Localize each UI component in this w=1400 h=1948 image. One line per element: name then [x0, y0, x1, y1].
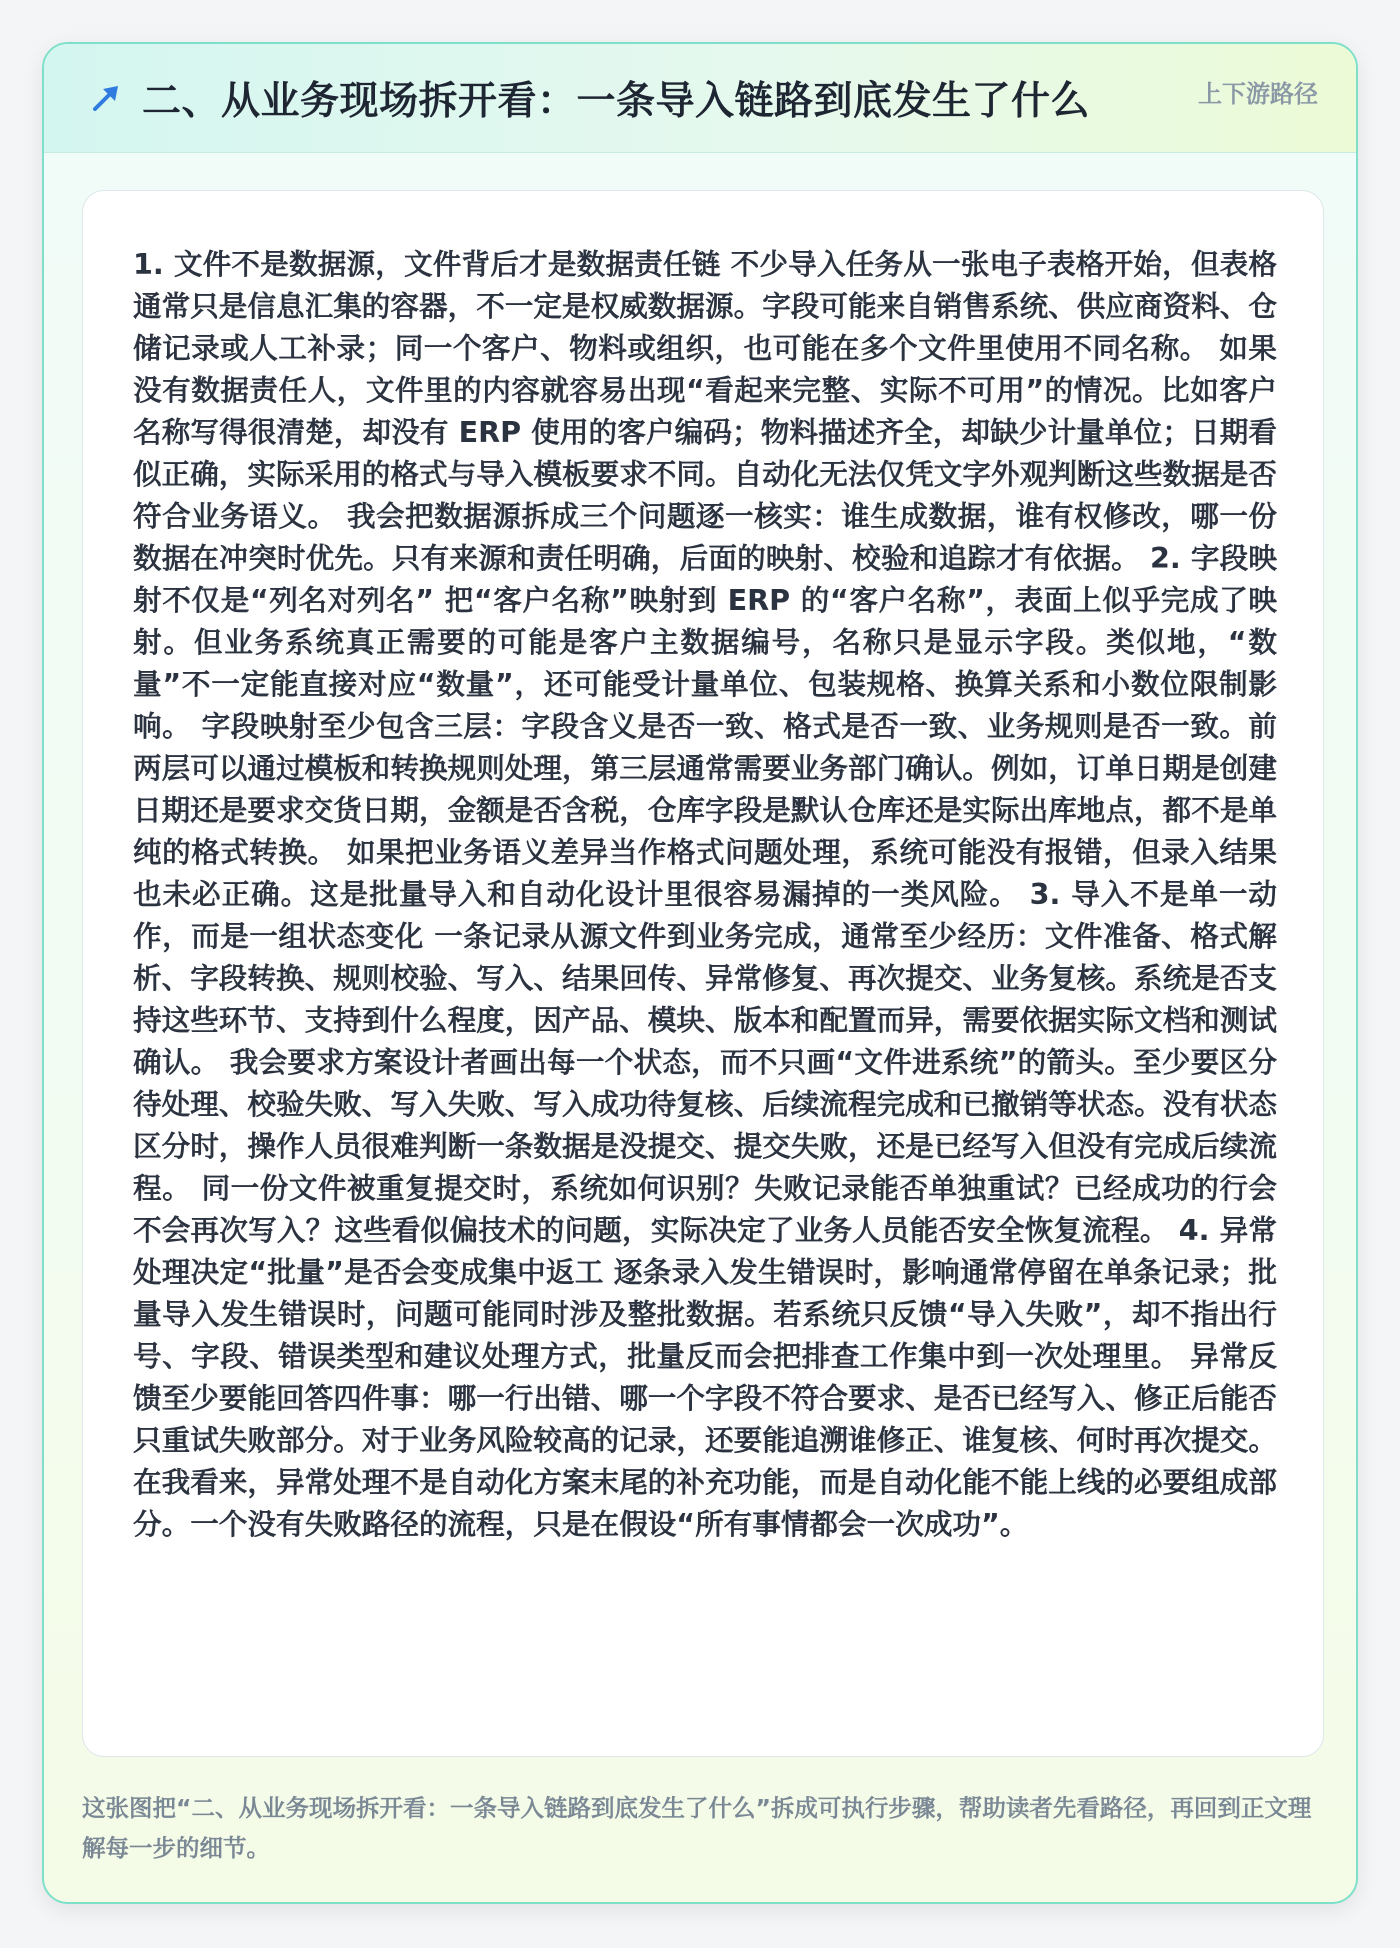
- arrow-up-right-icon: [88, 80, 124, 116]
- figure-caption: 这张图把“二、从业务现场拆开看：一条导入链路到底发生了什么”拆成可执行步骤，帮助读者先看路径，再回到正文理解每一步的细节。: [82, 1794, 1312, 1862]
- section-card: [42, 42, 1358, 1904]
- body-paragraph: 1. 文件不是数据源，文件背后才是数据责任链 不少导入任务从一张电子表格开始，但表格通常只是信息汇集的容器，不一定是权威数据源。字段可能来自销售系统、供应商资料、仓储记录或人工补录；同一个客户、物料或组织，也可能在多个文件里使用不同名称。 如果没有数据责任人，文件里的内容就容易出现“看起来完整、实际不可用”的情况。比如客户名称写得很清楚，却没有 ERP 使用的客户编码；物料描述齐全，却缺少计量单位；日期看似正确，实际采用的格式与导入模板要求不同。自动化无法仅凭文字外观判断这些数据是否符合业务语义。 我会把数据源拆成三个问题逐一核实：谁生成数据，谁有权修改，哪一份数据在冲突时优先。只有来源和责任明确，后面的映射、校验和追踪才有依据。 2. 字段映射不仅是“列名对列名” 把“客户名称”映射到 ERP 的“客户名称”，表面上似乎完成了映射。但业务系统真正需要的可能是客户主数据编号，名称只是显示字段。类似地，“数量”不一定能直接对应“数量”，还可能受计量单位、包装规格、换算关系和小数位限制影响。 字段映射至少包含三层：字段含义是否一致、格式是否一致、业务规则是否一致。前两层可以通过模板和转换规则处理，第三层通常需要业务部门确认。例如，订单日期是创建日期还是要求交货日期，金额是否含税，仓库字段是默认仓库还是实际出库地点，都不是单纯的格式转换。 如果把业务语义差异当作格式问题处理，系统可能没有报错，但录入结果也未必正确。这是批量导入和自动化设计里很容易漏掉的一类风险。 3. 导入不是单一动作，而是一组状态变化 一条记录从源文件到业务完成，通常至少经历：文件准备、格式解析、字段转换、规则校验、写入、结果回传、异常修复、再次提交、业务复核。系统是否支持这些环节、支持到什么程度，因产品、模块、版本和配置而异，需要依据实际文档和测试确认。 我会要求方案设计者画出每一个状态，而不只画“文件进系统”的箭头。至少要区分待处理、校验失败、写入失败、写入成功待复核、后续流程完成和已撤销等状态。没有状态区分时，操作人员很难判断一条数据是没提交、提交失败，还是已经写入但没有完成后续流程。 同一份文件被重复提交时，系统如何识别？失败记录能否单独重试？已经成功的行会不会再次写入？这些看似偏技术的问题，实际决定了业务人员能否安全恢复流程。 4. 异常处理决定“批量”是否会变成集中返工 逐条录入发生错误时，影响通常停留在单条记录；批量导入发生错误时，问题可能同时涉及整批数据。若系统只反馈“导入失败”，却不指出行号、字段、错误类型和建议处理方式，批量反而会把排查工作集中到一次处理里。 异常反馈至少要能回答四件事：哪一行出错、哪一个字段不符合要求、是否已经写入、修正后能否只重试失败部分。对于业务风险较高的记录，还要能追溯谁修正、谁复核、何时再次提交。 在我看来，异常处理不是自动化方案末尾的补充功能，而是自动化能不能上线的必要组成部分。一个没有失败路径的流程，只是在假设“所有事情都会一次成功”。: [133, 247, 1277, 1541]
- section-tag: 上下游路径: [1198, 80, 1318, 108]
- content-panel: [82, 190, 1324, 1757]
- card-header: [44, 44, 1356, 153]
- section-title: 二、从业务现场拆开看：一条导入链路到底发生了什么: [142, 79, 1091, 124]
